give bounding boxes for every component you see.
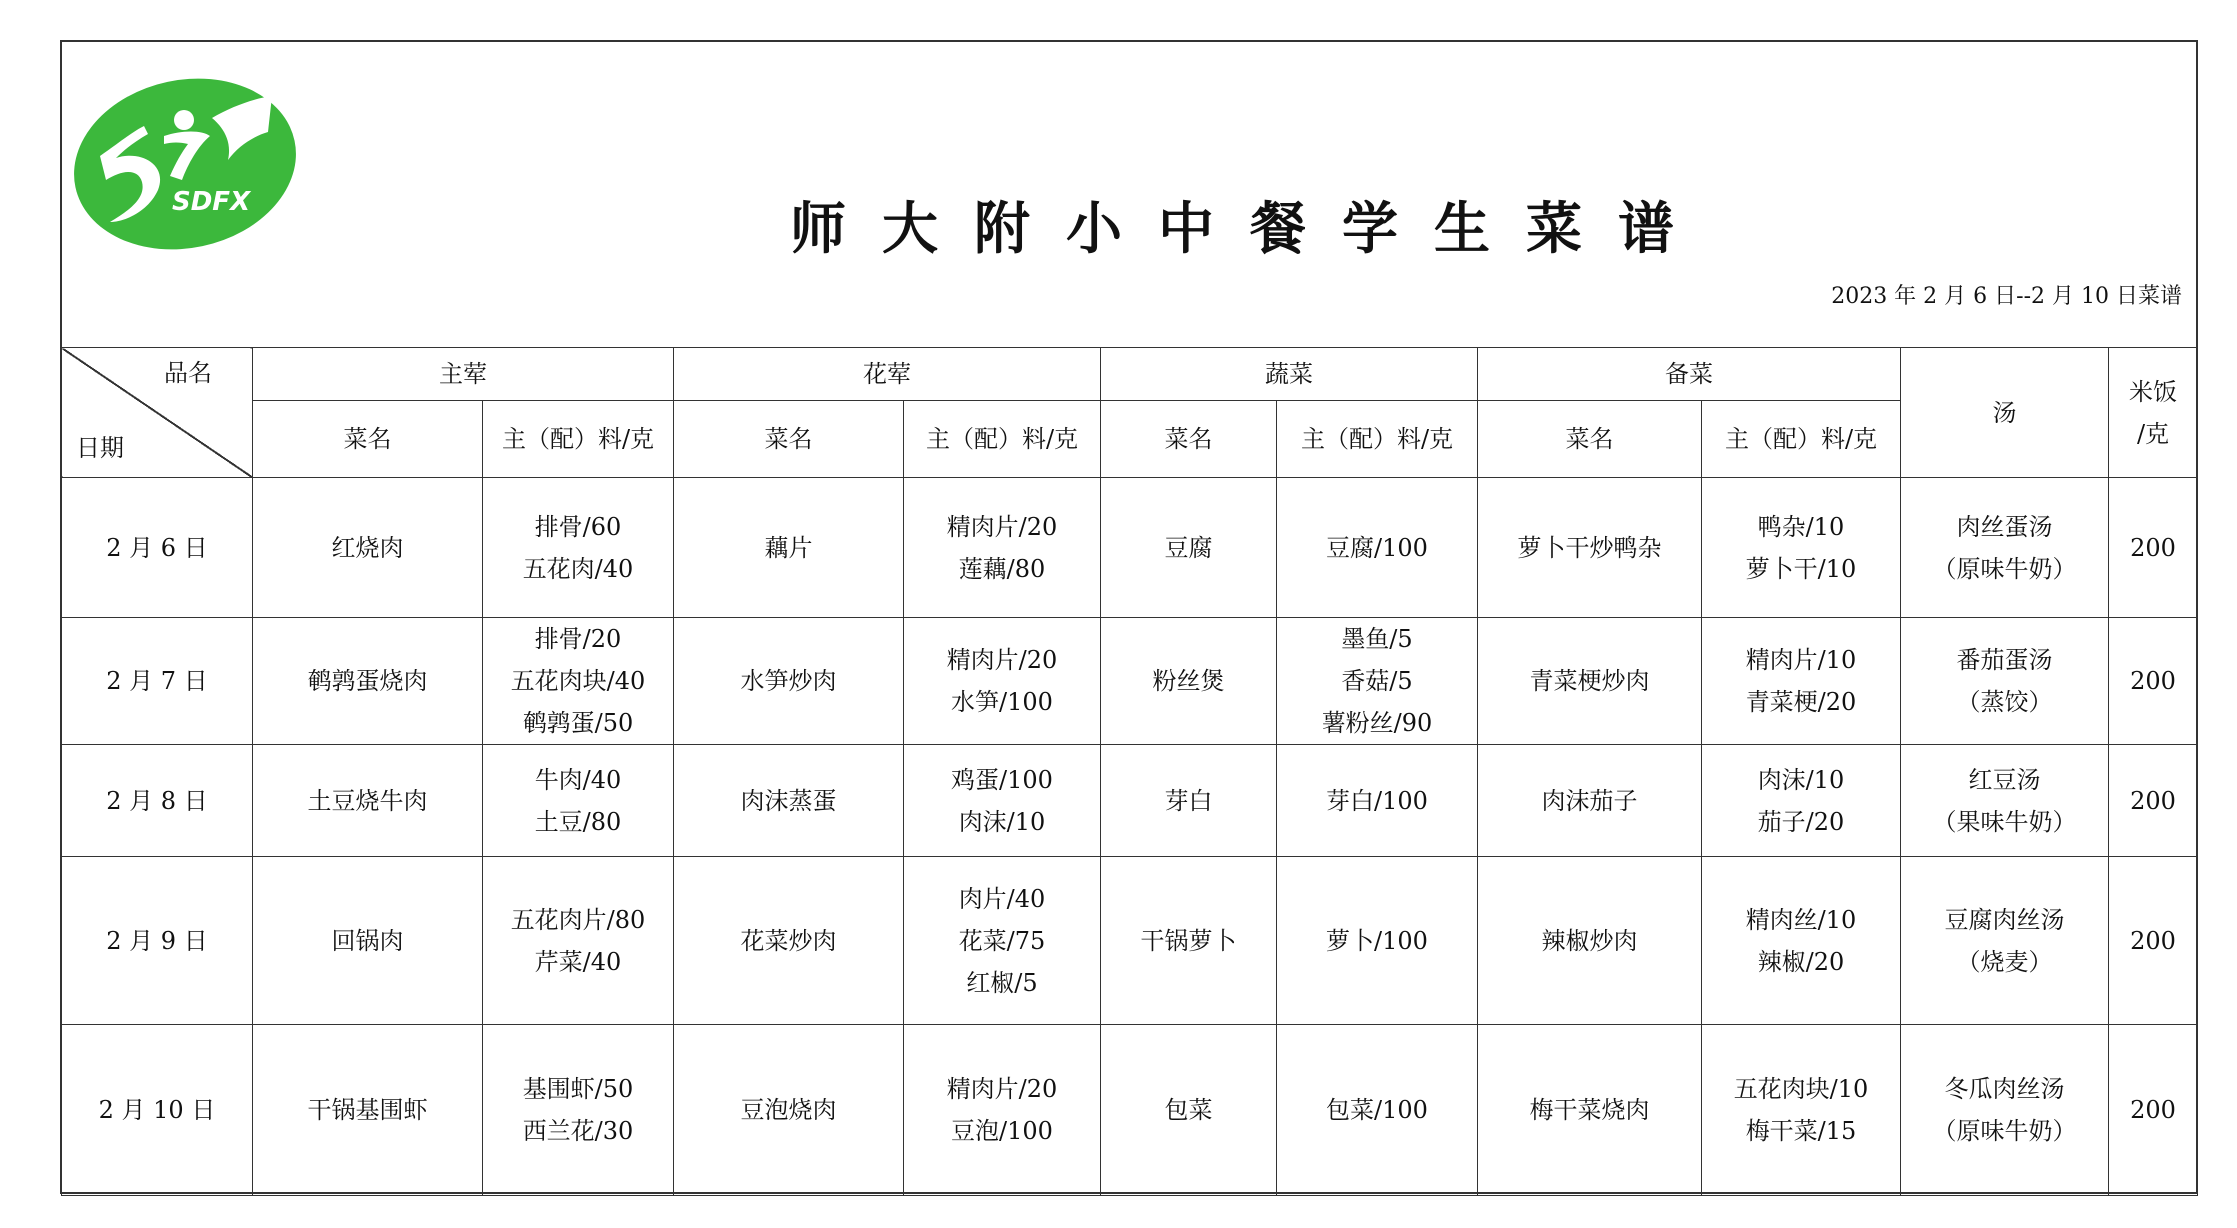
main-dish-cell: 红烧肉	[253, 478, 483, 618]
main-dish-cell: 鹌鹑蛋烧肉	[253, 618, 483, 745]
page-title: 师大附小中餐学生菜谱	[790, 197, 1710, 262]
rice-header-line1: 米饭	[2129, 377, 2177, 406]
rice-header-line2: /克	[2136, 419, 2170, 448]
group-backup: 备菜	[1478, 348, 1901, 401]
main-ingredient-cell: 五花肉片/80 芹菜/40	[483, 857, 674, 1025]
flower-ingredient-cell: 鸡蛋/100 肉沫/10	[904, 745, 1101, 857]
ingredient-header: 主（配）料/克	[1702, 401, 1901, 478]
backup-dish-cell: 肉沫茄子	[1478, 745, 1702, 857]
soup-header: 汤	[1901, 348, 2109, 478]
date-cell: 2 月 9 日	[62, 857, 253, 1025]
table-row	[62, 618, 2198, 745]
backup-ingredient-cell: 精肉丝/10 辣椒/20	[1702, 857, 1901, 1025]
soup-cell: 冬瓜肉丝汤 （原味牛奶）	[1901, 1025, 2109, 1196]
main-ingredient-cell: 排骨/60 五花肉/40	[483, 478, 674, 618]
veg-ingredient-cell: 墨鱼/5 香菇/5 薯粉丝/90	[1277, 618, 1478, 745]
table-row	[62, 745, 2198, 857]
soup-cell: 肉丝蛋汤 （原味牛奶）	[1901, 478, 2109, 618]
flower-dish-cell: 藕片	[674, 478, 904, 618]
corner-cell	[62, 348, 253, 478]
header-row-groups	[62, 348, 2198, 401]
table-row	[62, 478, 2198, 618]
flower-ingredient-cell: 肉片/40 花菜/75 红椒/5	[904, 857, 1101, 1025]
main-ingredient-cell: 牛肉/40 土豆/80	[483, 745, 674, 857]
veg-ingredient-cell: 豆腐/100	[1277, 478, 1478, 618]
rice-cell: 200	[2109, 745, 2198, 857]
date-range: 2023 年 2 月 6 日--2 月 10 日菜谱	[1831, 284, 2182, 309]
flower-dish-cell: 肉沫蒸蛋	[674, 745, 904, 857]
main-dish-cell: 土豆烧牛肉	[253, 745, 483, 857]
flower-ingredient-cell: 精肉片/20 豆泡/100	[904, 1025, 1101, 1196]
backup-dish-cell: 青菜梗炒肉	[1478, 618, 1702, 745]
veg-dish-cell: 包菜	[1101, 1025, 1277, 1196]
main-dish-cell: 回锅肉	[253, 857, 483, 1025]
veg-dish-cell: 粉丝煲	[1101, 618, 1277, 745]
logo-text: SDFX	[172, 187, 251, 217]
main-ingredient-cell: 排骨/20 五花肉块/40 鹌鹑蛋/50	[483, 618, 674, 745]
backup-dish-cell: 萝卜干炒鸭杂	[1478, 478, 1702, 618]
backup-ingredient-cell: 鸭杂/10 萝卜干/10	[1702, 478, 1901, 618]
group-flower: 花荤	[674, 348, 1101, 401]
veg-dish-cell: 芽白	[1101, 745, 1277, 857]
backup-dish-cell: 辣椒炒肉	[1478, 857, 1702, 1025]
table-row	[62, 857, 2198, 1025]
rice-cell: 200	[2109, 857, 2198, 1025]
main-dish-cell: 干锅基围虾	[253, 1025, 483, 1196]
date-cell: 2 月 8 日	[62, 745, 253, 857]
rice-cell: 200	[2109, 618, 2198, 745]
corner-bottom-label: 日期	[76, 434, 124, 462]
main-ingredient-cell: 基围虾/50 西兰花/30	[483, 1025, 674, 1196]
corner-top-label: 品名	[164, 359, 212, 387]
group-veg: 蔬菜	[1101, 348, 1478, 401]
veg-ingredient-cell: 包菜/100	[1277, 1025, 1478, 1196]
rice-cell: 200	[2109, 1025, 2198, 1196]
rice-cell: 200	[2109, 478, 2198, 618]
date-cell: 2 月 7 日	[62, 618, 253, 745]
dish-header: 菜名	[674, 401, 904, 478]
flower-ingredient-cell: 精肉片/20 莲藕/80	[904, 478, 1101, 618]
flower-dish-cell: 豆泡烧肉	[674, 1025, 904, 1196]
flower-ingredient-cell: 精肉片/20 水笋/100	[904, 618, 1101, 745]
flower-dish-cell: 花菜炒肉	[674, 857, 904, 1025]
school-logo	[72, 72, 298, 252]
menu-table	[61, 347, 2198, 1196]
veg-dish-cell: 豆腐	[1101, 478, 1277, 618]
flower-dish-cell: 水笋炒肉	[674, 618, 904, 745]
veg-dish-cell: 干锅萝卜	[1101, 857, 1277, 1025]
ingredient-header: 主（配）料/克	[904, 401, 1101, 478]
backup-ingredient-cell: 精肉片/10 青菜梗/20	[1702, 618, 1901, 745]
group-main: 主荤	[253, 348, 674, 401]
soup-cell: 番茄蛋汤 （蒸饺）	[1901, 618, 2109, 745]
veg-ingredient-cell: 萝卜/100	[1277, 857, 1478, 1025]
date-cell: 2 月 6 日	[62, 478, 253, 618]
ingredient-header: 主（配）料/克	[1277, 401, 1478, 478]
rice-header	[2109, 348, 2198, 478]
date-cell: 2 月 10 日	[62, 1025, 253, 1196]
soup-cell: 红豆汤 （果味牛奶）	[1901, 745, 2109, 857]
logo-head	[174, 110, 194, 130]
backup-ingredient-cell: 五花肉块/10 梅干菜/15	[1702, 1025, 1901, 1196]
header-row-columns	[62, 401, 2198, 478]
veg-ingredient-cell: 芽白/100	[1277, 745, 1478, 857]
backup-ingredient-cell: 肉沫/10 茄子/20	[1702, 745, 1901, 857]
dish-header: 菜名	[253, 401, 483, 478]
dish-header: 菜名	[1101, 401, 1277, 478]
soup-cell: 豆腐肉丝汤 （烧麦）	[1901, 857, 2109, 1025]
ingredient-header: 主（配）料/克	[483, 401, 674, 478]
table-row	[62, 1025, 2198, 1196]
backup-dish-cell: 梅干菜烧肉	[1478, 1025, 1702, 1196]
dish-header: 菜名	[1478, 401, 1702, 478]
